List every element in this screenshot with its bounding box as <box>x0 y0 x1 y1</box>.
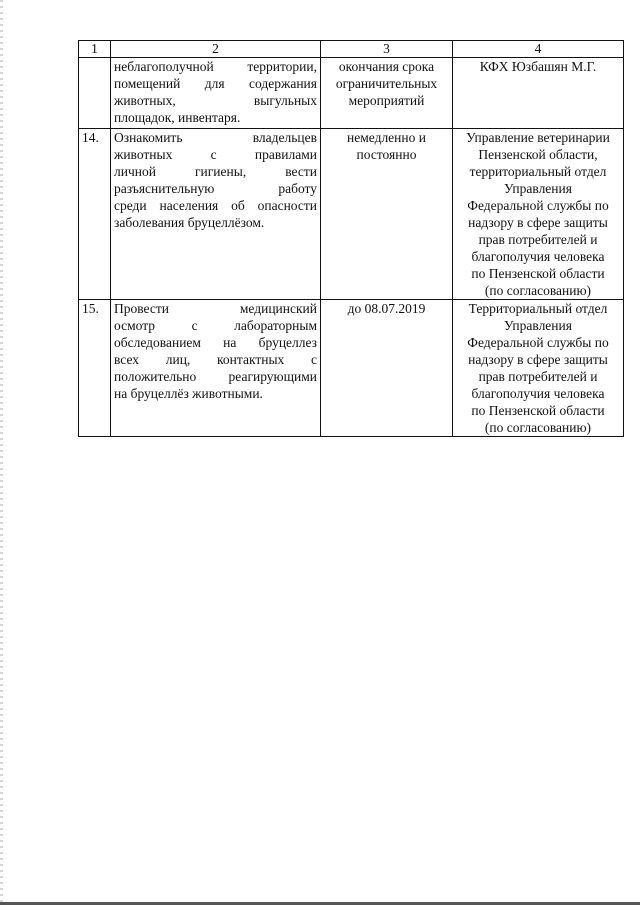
responsible-text-line: прав потребителей и <box>478 232 598 247</box>
task-text-line: положительно реагирующими <box>114 369 317 384</box>
responsible-text-line: Управления <box>504 318 572 333</box>
responsible-cell <box>453 58 624 129</box>
deadline-text-line: до 08.07.2019 <box>347 301 426 316</box>
column-number-2: 2 <box>111 41 321 58</box>
responsible-text-line: Федеральной службы по <box>467 335 609 350</box>
responsible-text-line: благополучия человека <box>471 386 605 401</box>
responsible-text-line: Федеральной службы по <box>467 198 609 213</box>
responsible-text-line: по Пензенской области <box>471 403 605 418</box>
responsible-cell <box>453 300 624 437</box>
responsible-text-line: надзору в сфере защиты <box>468 352 608 367</box>
task-text-line: Провести медицинский <box>114 301 317 316</box>
task-text-line: животных с правилами <box>114 147 317 162</box>
table-row <box>79 58 624 129</box>
task-cell <box>111 300 321 437</box>
deadline-cell <box>321 58 453 129</box>
task-text-line: осмотр с лабораторным <box>114 318 317 333</box>
column-number-3: 3 <box>321 41 453 58</box>
deadline-cell <box>321 300 453 437</box>
table-body <box>79 58 624 437</box>
task-text-line: помещений для содержания <box>114 76 317 91</box>
column-number-1: 1 <box>79 41 111 58</box>
task-text-line: личной гигиены, вести <box>114 164 317 179</box>
responsible-text-line: Управление ветеринарии <box>466 130 610 145</box>
deadline-text-line: немедленно и <box>347 130 426 145</box>
task-text-line: разъяснительную работу <box>114 181 317 196</box>
deadline-text-line: мероприятий <box>348 93 425 108</box>
row-number <box>79 58 111 129</box>
task-text-line: всех лиц, контактных с <box>114 352 317 367</box>
measures-table <box>78 40 624 437</box>
responsible-text-line: по Пензенской области <box>471 266 605 281</box>
deadline-cell <box>321 129 453 300</box>
responsible-text-line: Территориальный отдел <box>468 301 608 316</box>
responsible-text-line: Управления <box>504 181 572 196</box>
deadline-text-line: окончания срока <box>338 59 435 74</box>
responsible-text-line: (по согласованию) <box>484 283 592 298</box>
responsible-text-line: прав потребителей и <box>478 369 598 384</box>
responsible-text-line: благополучия человека <box>471 249 605 264</box>
task-text-line: среди населения об опасности <box>114 198 317 213</box>
row-number: 15. <box>79 300 111 437</box>
column-number-row <box>79 41 624 58</box>
column-number-4: 4 <box>453 41 624 58</box>
responsible-cell <box>453 129 624 300</box>
task-cell <box>111 58 321 129</box>
responsible-text-line: Пензенской области, <box>478 147 598 162</box>
table-row <box>79 129 624 300</box>
task-text-line: обследованием на бруцеллез <box>114 335 317 350</box>
task-text-line: Ознакомить владельцев <box>114 130 317 145</box>
scan-edge-artifact <box>0 0 3 905</box>
deadline-text-line: ограничительных <box>335 76 438 91</box>
deadline-text-line: постоянно <box>356 147 417 162</box>
task-cell <box>111 129 321 300</box>
responsible-text-line: территориальный отдел <box>469 164 607 179</box>
responsible-text-line: надзору в сфере защиты <box>468 215 608 230</box>
task-text-line: площадок, инвентаря. <box>114 110 241 125</box>
responsible-text-line: КФХ Юзбашян М.Г. <box>479 59 597 74</box>
table-row <box>79 300 624 437</box>
responsible-text-line: (по согласованию) <box>484 420 592 435</box>
task-text-line: животных, выгульных <box>114 93 317 108</box>
task-text-line: заболевания бруцеллёзом. <box>114 215 265 230</box>
task-text-line: на бруцеллёз животными. <box>114 386 263 401</box>
task-text-line: неблагополучной территории, <box>114 59 317 74</box>
row-number: 14. <box>79 129 111 300</box>
